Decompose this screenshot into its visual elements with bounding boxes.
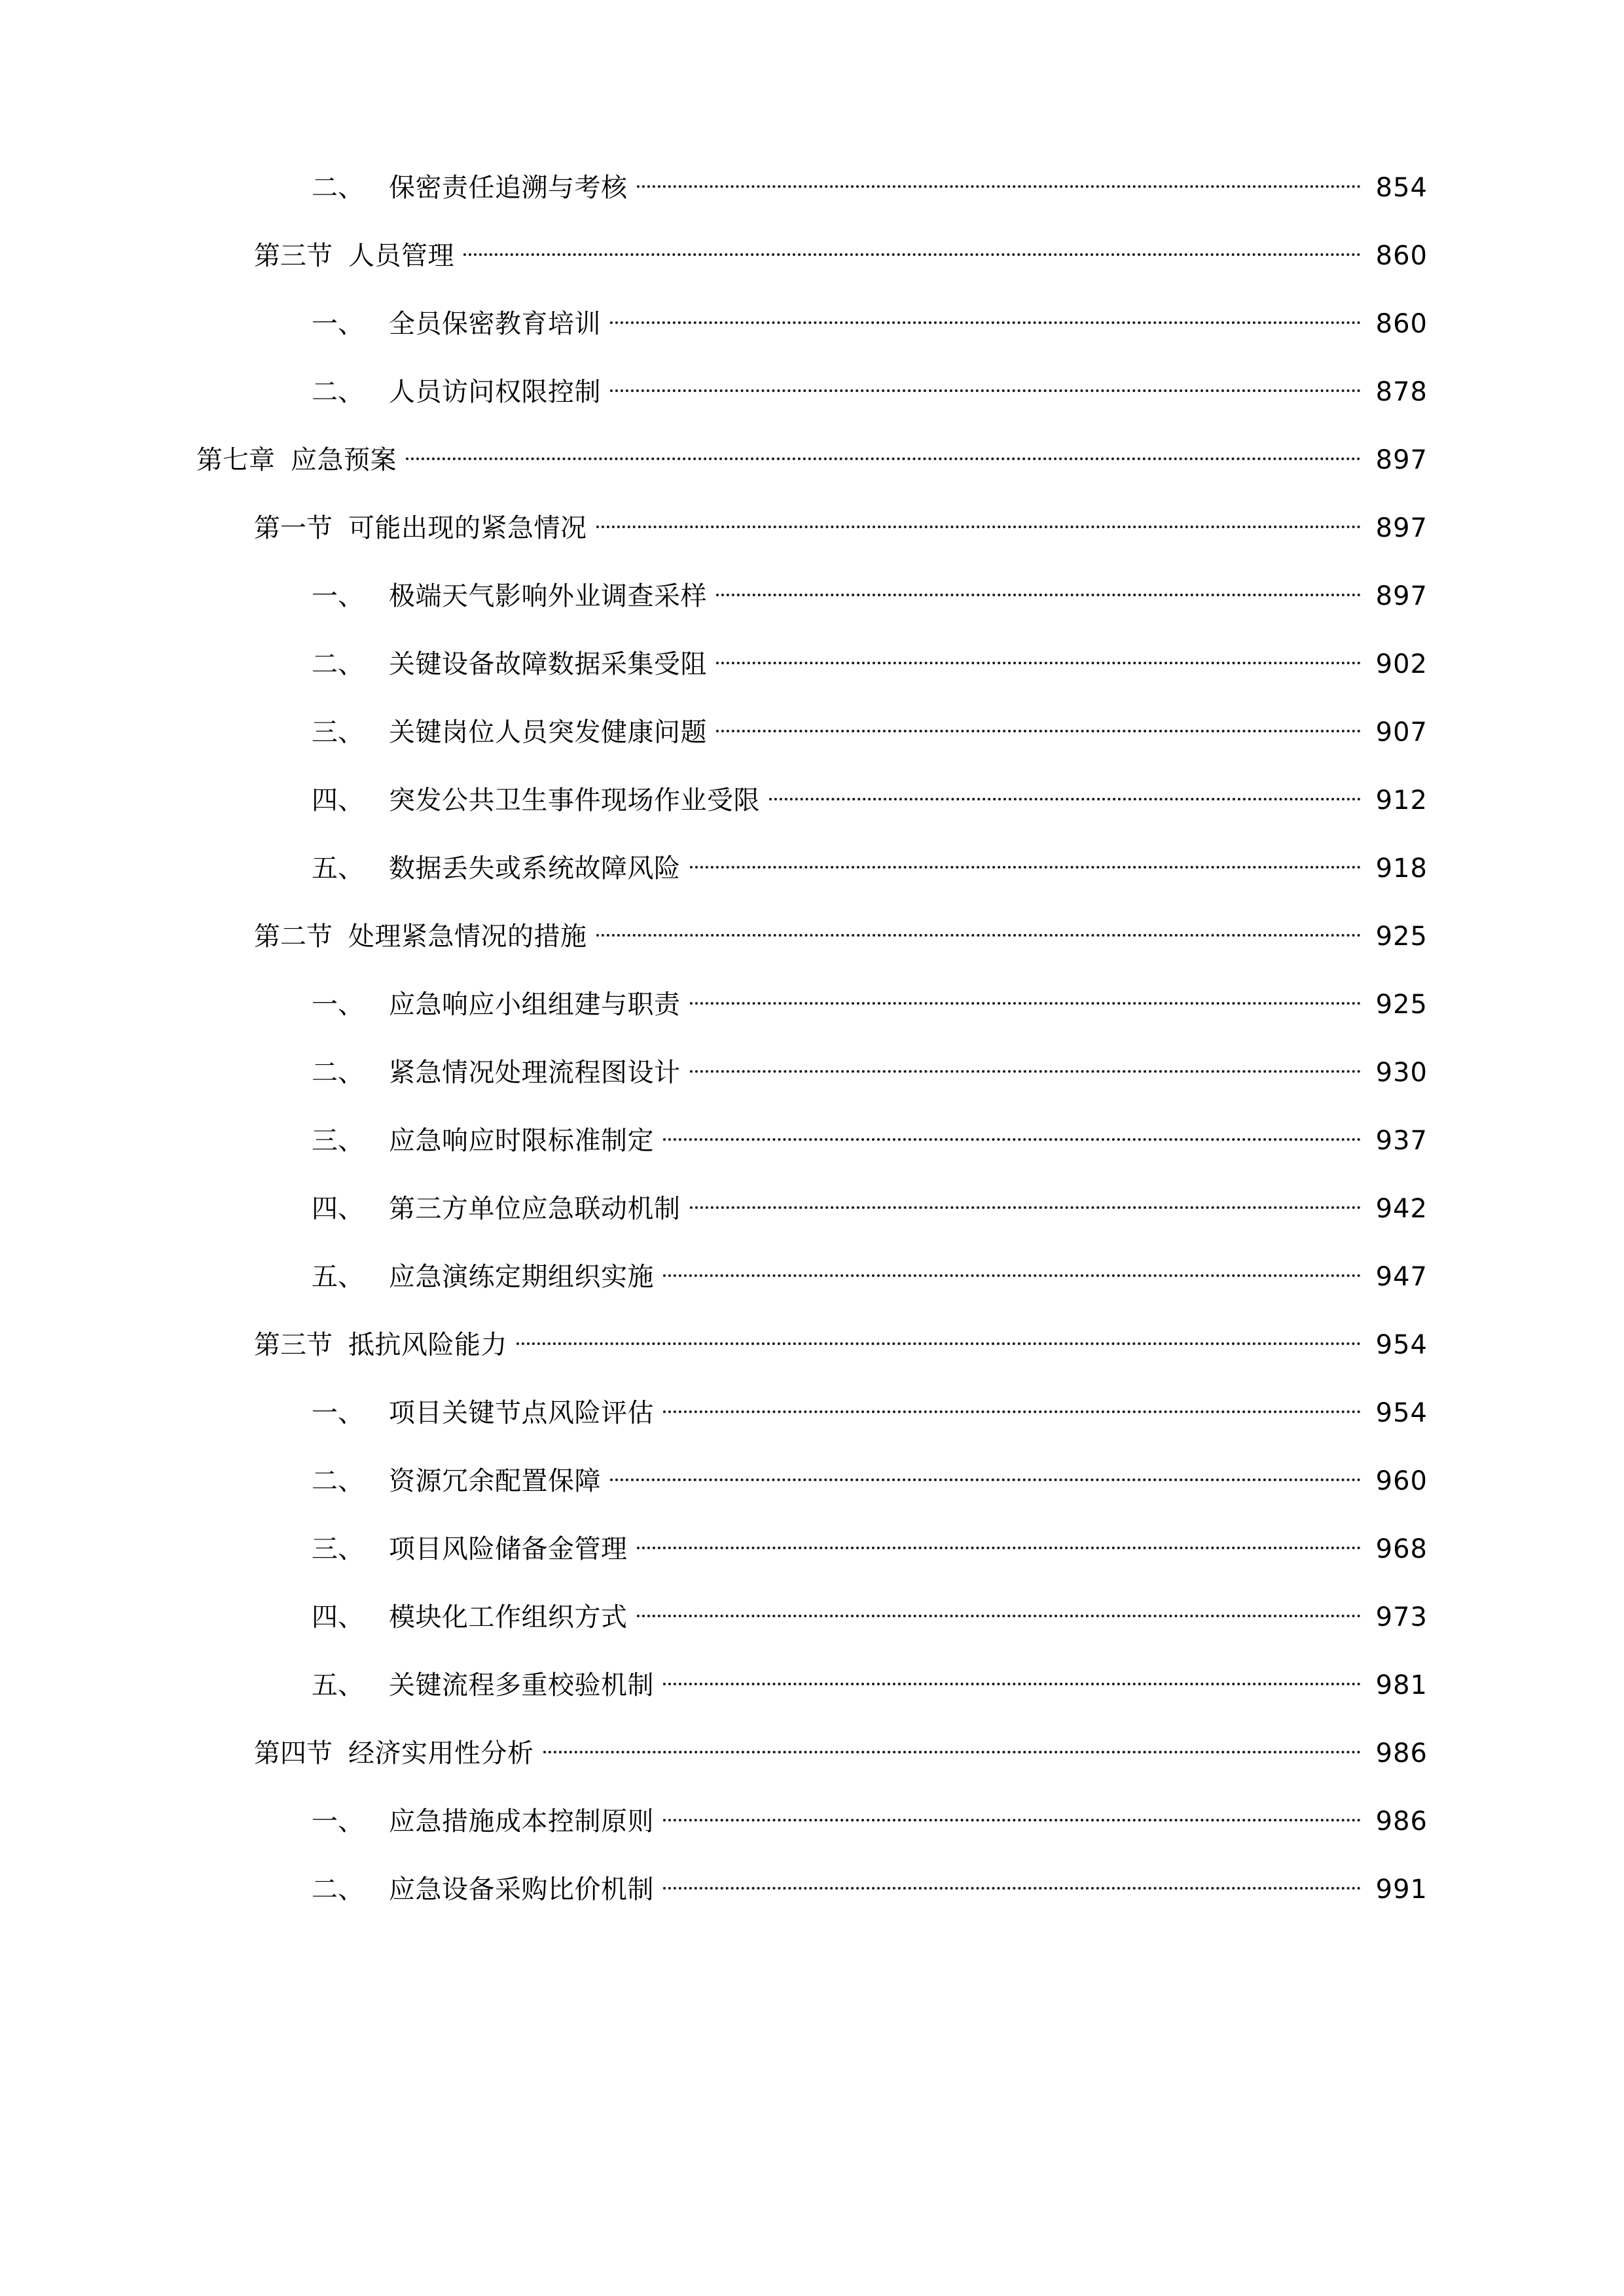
toc-page-number: 981	[1375, 1670, 1428, 1700]
toc-entry[interactable]	[196, 511, 1428, 541]
toc-leader-dots	[610, 306, 1361, 332]
toc-page-number: 912	[1375, 785, 1428, 816]
toc-entry-title: 抵抗风险能力	[348, 1330, 507, 1360]
toc-page-number: 937	[1375, 1126, 1428, 1156]
toc-entry-number: 二、	[312, 1058, 364, 1088]
toc-entry-title: 应急响应时限标准制定	[389, 1126, 654, 1156]
toc-entry[interactable]	[196, 1055, 1428, 1086]
toc-entry-title: 应急预案	[291, 445, 397, 475]
toc-entry[interactable]	[196, 1532, 1428, 1562]
toc-entry-number: 五、	[312, 1262, 364, 1292]
toc-entry-number: 一、	[312, 990, 364, 1020]
toc-entry-title: 应急响应小组组建与职责	[389, 990, 681, 1020]
toc-page-number: 954	[1375, 1398, 1428, 1428]
toc-entry-title: 资源冗余配置保障	[389, 1466, 601, 1496]
toc-page-number: 897	[1375, 445, 1428, 475]
toc-leader-dots	[663, 1668, 1361, 1694]
toc-leader-dots	[543, 1736, 1362, 1762]
toc-entry-number: 四、	[312, 785, 364, 816]
toc-entry[interactable]	[196, 442, 1428, 473]
toc-entry-number: 第一节	[254, 513, 333, 543]
toc-entry-number: 三、	[312, 1126, 364, 1156]
toc-page-number: 986	[1375, 1738, 1428, 1768]
toc-entry[interactable]	[196, 783, 1428, 814]
toc-entry-title: 人员访问权限控制	[389, 377, 601, 407]
toc-leader-dots	[716, 579, 1361, 605]
toc-entry-title: 突发公共卫生事件现场作业受限	[389, 785, 760, 816]
toc-entry-number: 一、	[312, 581, 364, 611]
toc-entry-title: 第三方单位应急联动机制	[389, 1194, 681, 1224]
toc-entry-title: 应急措施成本控制原则	[389, 1806, 654, 1837]
toc-entry-number: 第四节	[254, 1738, 333, 1768]
toc-entry-title: 处理紧急情况的措施	[348, 922, 587, 952]
toc-leader-dots	[769, 783, 1361, 809]
toc-entry[interactable]	[196, 647, 1428, 677]
toc-leader-dots	[663, 1804, 1361, 1830]
toc-leader-dots	[716, 715, 1361, 741]
toc-leader-dots	[716, 647, 1361, 673]
toc-entry-number: 三、	[312, 1534, 364, 1564]
toc-entry-title: 保密责任追溯与考核	[389, 173, 628, 203]
toc-leader-dots	[663, 1259, 1361, 1285]
toc-page-number: 918	[1375, 853, 1428, 884]
toc-entry-title: 关键流程多重校验机制	[389, 1670, 654, 1700]
toc-entry[interactable]	[196, 919, 1428, 950]
toc-entry-number: 二、	[312, 1466, 364, 1496]
toc-entry[interactable]	[196, 1804, 1428, 1835]
toc-entry[interactable]	[196, 1123, 1428, 1154]
toc-entry-number: 四、	[312, 1602, 364, 1632]
toc-page-number: 907	[1375, 717, 1428, 747]
toc-entry-number: 一、	[312, 309, 364, 339]
toc-entry[interactable]	[196, 1736, 1428, 1767]
toc-entry-number: 二、	[312, 1874, 364, 1905]
toc-entry-number: 五、	[312, 1670, 364, 1700]
toc-entry[interactable]	[196, 1463, 1428, 1494]
toc-leader-dots	[516, 1327, 1361, 1354]
toc-entry[interactable]	[196, 987, 1428, 1018]
toc-page-number: 925	[1375, 922, 1428, 952]
toc-page-number: 854	[1375, 173, 1428, 203]
toc-leader-dots	[637, 1532, 1362, 1558]
toc-entry[interactable]	[196, 238, 1428, 269]
toc-entry-title: 应急演练定期组织实施	[389, 1262, 654, 1292]
toc-leader-dots	[690, 987, 1362, 1013]
toc-leader-dots	[663, 1123, 1361, 1149]
toc-entry[interactable]	[196, 579, 1428, 609]
toc-leader-dots	[463, 238, 1361, 264]
toc-leader-dots	[637, 1600, 1362, 1626]
toc-entry-title: 极端天气影响外业调查采样	[389, 581, 707, 611]
toc-page-number: 960	[1375, 1466, 1428, 1496]
toc-entry[interactable]	[196, 715, 1428, 745]
toc-page-number: 968	[1375, 1534, 1428, 1564]
toc-page-number: 973	[1375, 1602, 1428, 1632]
toc-leader-dots	[690, 1191, 1362, 1217]
toc-page-number: 986	[1375, 1806, 1428, 1837]
toc-entry-number: 第七章	[196, 445, 275, 475]
toc-entry-number: 二、	[312, 649, 364, 679]
toc-page-number: 897	[1375, 581, 1428, 611]
toc-entry[interactable]	[196, 1191, 1428, 1222]
toc-entry-number: 第二节	[254, 922, 333, 952]
toc-entry-title: 项目风险储备金管理	[389, 1534, 628, 1564]
toc-page-number: 954	[1375, 1330, 1428, 1360]
toc-leader-dots	[637, 170, 1362, 196]
toc-entry-title: 关键岗位人员突发健康问题	[389, 717, 707, 747]
toc-leader-dots	[596, 919, 1362, 945]
toc-entry-title: 应急设备采购比价机制	[389, 1874, 654, 1905]
toc-entry-title: 项目关键节点风险评估	[389, 1398, 654, 1428]
toc-entry[interactable]	[196, 374, 1428, 405]
toc-page-number: 925	[1375, 990, 1428, 1020]
toc-entry[interactable]	[196, 1600, 1428, 1630]
toc-page-number: 860	[1375, 241, 1428, 271]
toc-entry-title: 人员管理	[348, 241, 454, 271]
toc-entry-number: 二、	[312, 377, 364, 407]
toc-entry[interactable]	[196, 851, 1428, 882]
toc-entry-number: 第三节	[254, 241, 333, 271]
toc-leader-dots	[690, 1055, 1362, 1081]
toc-entry-title: 全员保密教育培训	[389, 309, 601, 339]
toc-entry-title: 紧急情况处理流程图设计	[389, 1058, 681, 1088]
toc-leader-dots	[663, 1395, 1361, 1422]
toc-page-number: 991	[1375, 1874, 1428, 1905]
toc-leader-dots	[663, 1872, 1361, 1898]
toc-leader-dots	[610, 1463, 1361, 1490]
toc-page-number: 942	[1375, 1194, 1428, 1224]
toc-entry[interactable]	[196, 1259, 1428, 1290]
toc-entry-number: 第三节	[254, 1330, 333, 1360]
toc-entry-number: 一、	[312, 1398, 364, 1428]
toc-page-number: 860	[1375, 309, 1428, 339]
toc-entry[interactable]	[196, 1327, 1428, 1358]
toc-entry-title: 数据丢失或系统故障风险	[389, 853, 681, 884]
toc-entry[interactable]	[196, 170, 1428, 201]
toc-entry-title: 模块化工作组织方式	[389, 1602, 628, 1632]
toc-entry[interactable]	[196, 1395, 1428, 1426]
toc-page-number: 902	[1375, 649, 1428, 679]
toc-page-number: 947	[1375, 1262, 1428, 1292]
toc-entry-number: 四、	[312, 1194, 364, 1224]
toc-entry[interactable]	[196, 1872, 1428, 1903]
toc-entry-number: 三、	[312, 717, 364, 747]
table-of-contents	[196, 170, 1428, 1903]
toc-entry-title: 经济实用性分析	[348, 1738, 534, 1768]
toc-entry-number: 五、	[312, 853, 364, 884]
toc-entry-number: 二、	[312, 173, 364, 203]
toc-entry-title: 可能出现的紧急情况	[348, 513, 587, 543]
toc-page-number: 878	[1375, 377, 1428, 407]
toc-page-number: 897	[1375, 513, 1428, 543]
toc-leader-dots	[690, 851, 1362, 877]
toc-entry-title: 关键设备故障数据采集受阻	[389, 649, 707, 679]
toc-leader-dots	[406, 442, 1361, 469]
toc-leader-dots	[610, 374, 1361, 401]
toc-page-number: 930	[1375, 1058, 1428, 1088]
toc-entry[interactable]	[196, 306, 1428, 337]
toc-entry[interactable]	[196, 1668, 1428, 1698]
toc-entry-number: 一、	[312, 1806, 364, 1837]
toc-leader-dots	[596, 511, 1362, 537]
